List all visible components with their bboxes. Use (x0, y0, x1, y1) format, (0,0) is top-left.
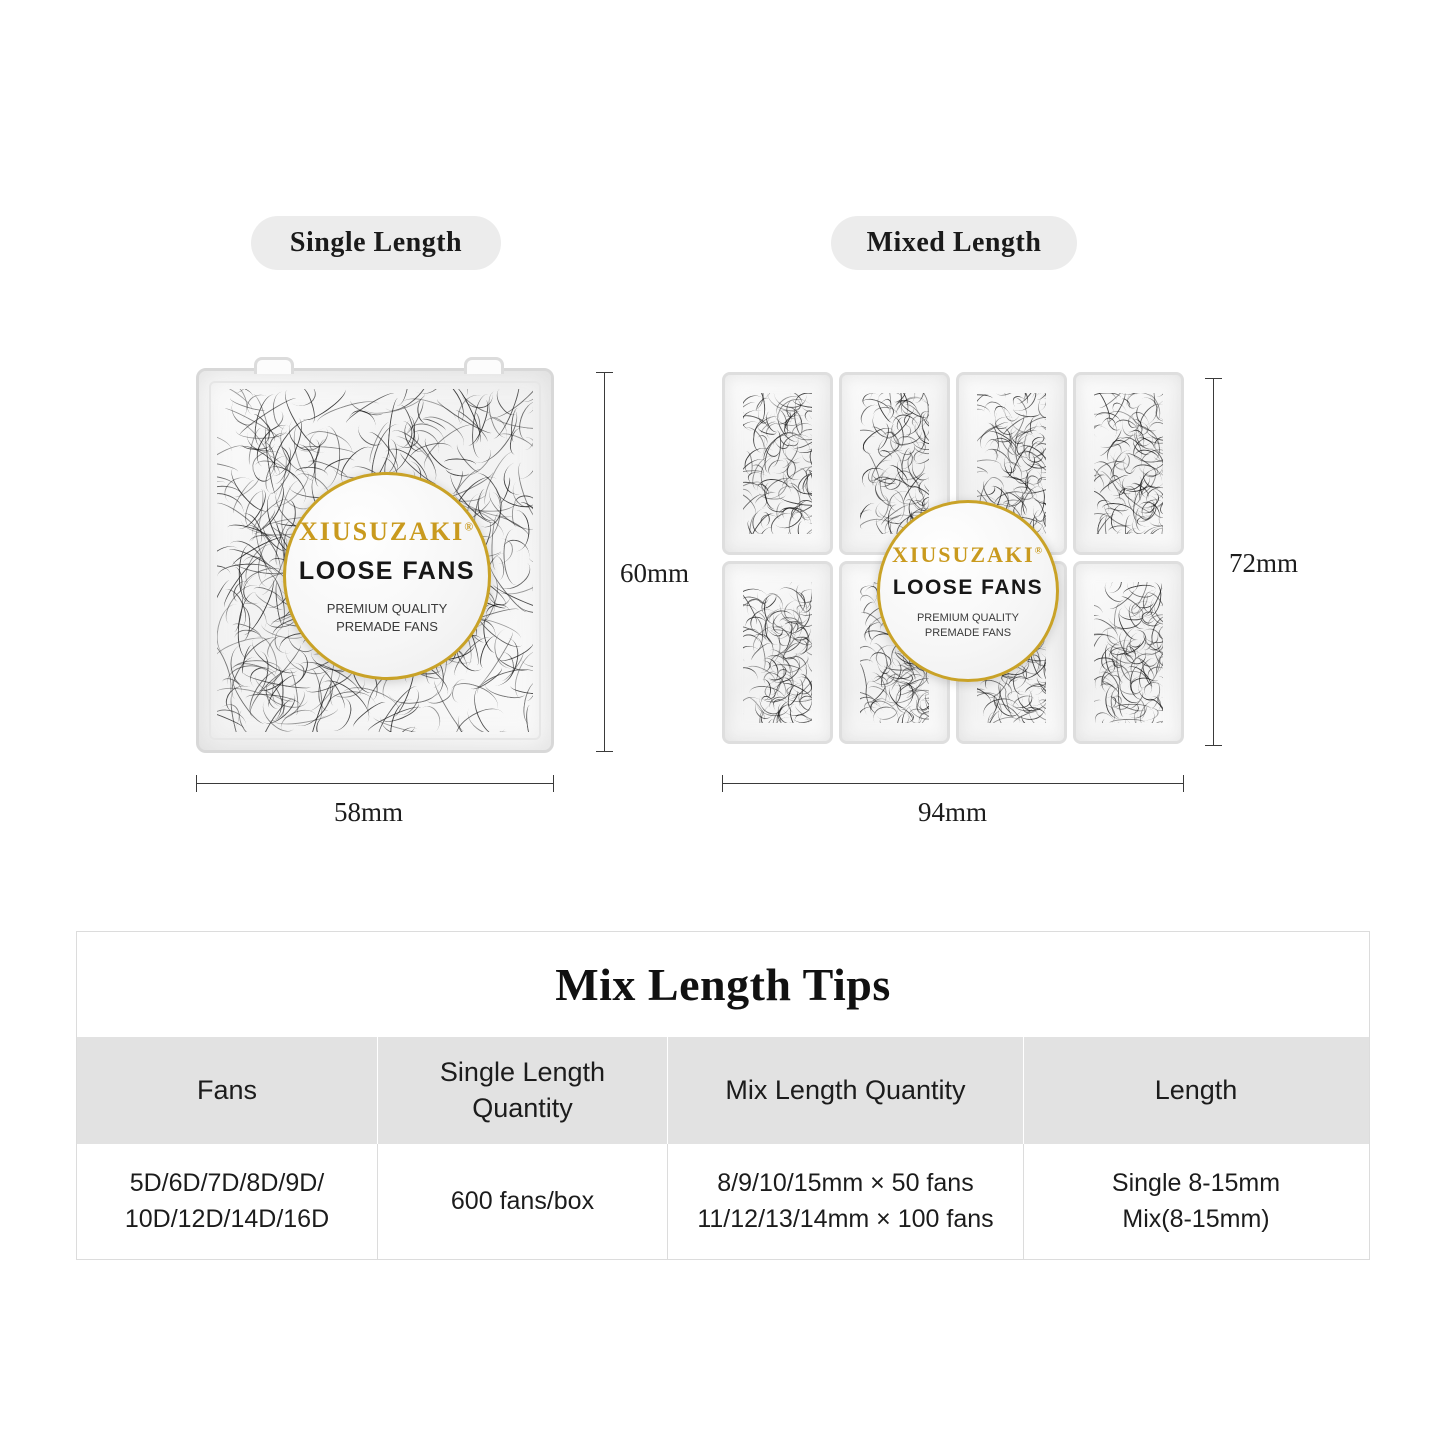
table-cell-mix-quantity-line1: 8/9/10/15mm × 50 fans (717, 1169, 974, 1198)
table-header-row (77, 1037, 1369, 1144)
tray-cell (1073, 372, 1184, 555)
case-clip-right-icon (464, 357, 504, 374)
case-clip-left-icon (254, 357, 294, 374)
lash-fans-texture (1094, 582, 1163, 723)
dimension-label-mixed-height: 72mm (1229, 548, 1299, 578)
table-title: Mix Length Tips (555, 959, 891, 1010)
brand-name (299, 517, 475, 547)
table-cell-mix-quantity-line2: 11/12/13/14mm × 100 fans (697, 1204, 994, 1233)
sticker-subtext-line2: PREMADE FANS (336, 618, 438, 634)
sticker-subtext-line2: PREMADE FANS (924, 626, 1012, 639)
lash-fans-texture (743, 582, 812, 723)
lash-fans-texture (1094, 393, 1163, 534)
lash-fans-texture (860, 393, 929, 534)
lash-fans-texture (743, 393, 812, 534)
table-header-length: Length (1154, 1074, 1238, 1105)
brand-name (892, 542, 1044, 568)
dimension-line-mixed-width (722, 783, 1184, 784)
brand-text: XIUSUZAKI (298, 516, 465, 546)
table-row (77, 1144, 1369, 1259)
table-header-mix-length-quantity: Mix Length Quantity (668, 1037, 1024, 1144)
badge-mixed-length-label: Mixed Length (866, 227, 1042, 258)
product-name: LOOSE FANS (298, 556, 476, 585)
table-cell-fans (77, 1144, 378, 1259)
dimension-line-single-width (196, 783, 554, 784)
table-cell-length-line1: Single 8-15mm (1111, 1169, 1281, 1198)
registered-mark: ® (464, 520, 476, 534)
table-cell-mix-quantity (668, 1144, 1024, 1259)
dimension-label-single-width: 58mm (334, 797, 404, 827)
tray-cell (722, 561, 833, 744)
brand-sticker-single (283, 472, 491, 680)
registered-mark: ® (1034, 545, 1045, 557)
tray-cell (722, 372, 833, 555)
brand-text: XIUSUZAKI (891, 541, 1035, 567)
sticker-subtext (327, 600, 448, 635)
table-header-single-length-quantity: Single Length Quantity (378, 1037, 668, 1144)
dimension-label-mixed-width: 94mm (918, 797, 988, 827)
tray-cell (1073, 561, 1184, 744)
sticker-subtext-line1: PREMIUM QUALITY (916, 611, 1020, 624)
table-cell-fans-line2: 10D/12D/14D/16D (124, 1204, 330, 1233)
sticker-subtext (917, 611, 1019, 641)
dimension-label-single-height: 60mm (620, 558, 690, 588)
table-cell-length (1024, 1144, 1368, 1259)
dimension-line-single-height (604, 372, 605, 752)
table-cell-length-line2: Mix(8-15mm) (1122, 1204, 1270, 1233)
table-header-fans: Fans (77, 1037, 378, 1144)
brand-sticker-mixed (877, 500, 1059, 682)
table-cell-fans-line1: 5D/6D/7D/8D/9D/ (129, 1169, 325, 1198)
sticker-subtext-line1: PREMIUM QUALITY (326, 600, 448, 616)
dimension-line-mixed-height (1213, 378, 1214, 746)
table-cell-single-quantity: 600 fans/box (378, 1144, 668, 1259)
badge-single-length-label: Single Length (289, 227, 463, 258)
mix-length-tips-table (76, 931, 1370, 1260)
badge-single-length (251, 216, 501, 270)
badge-mixed-length (831, 216, 1077, 270)
product-name: LOOSE FANS (892, 575, 1044, 599)
